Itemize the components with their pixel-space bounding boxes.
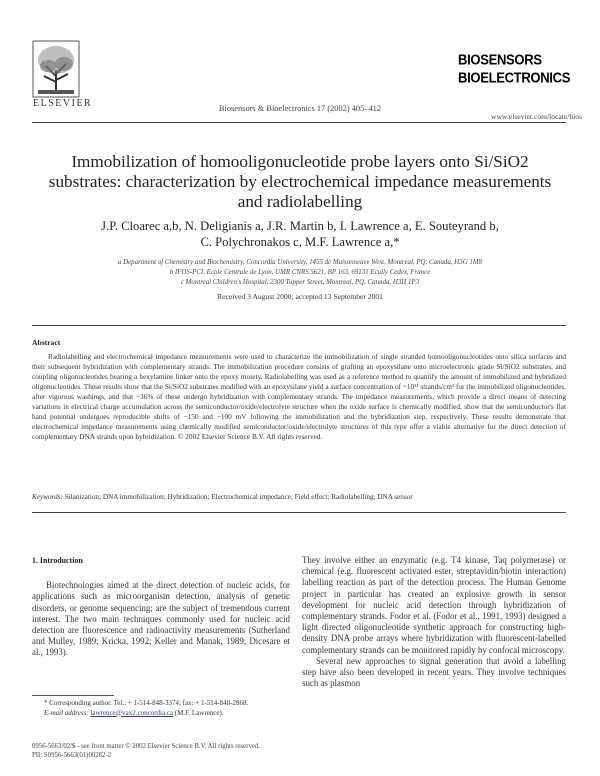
received-dates: Received 3 August 2000; accepted 13 September 2001 [217,292,383,301]
email-label: E-mail address: [44,708,89,717]
affiliation-a: a Department of Chemistry and Biochemistry, Concordia University, 1455 de Maisonneuve West, Montreal, PQ, Canada, H3G 1M8 [117,259,482,266]
affiliation-b: b IFOS-PCI, Ecole Centrale de Lyon, UMR CNRS 5621, BP 163, 69131 Ecully Cedex, France [169,268,431,276]
abstract-heading: Abstract [32,338,61,347]
left-column [32,555,290,659]
footnote-rule [32,695,114,696]
right-column [302,555,566,689]
corresponding-author-note: * Corresponding author. Tel.: + 1-514-848-3374; fax: + 1-514-848-2868. [44,699,249,707]
abstract-top-rule [32,325,566,326]
section-heading-introduction: 1. Introduction [32,556,83,565]
author-list [40,218,560,250]
journal-logo-line1: BIOSENSORS [458,50,542,69]
intro-paragraph-1: Biotechnologies aimed at the direct detection of nucleic acids, for applications such as microorganism detection, analysis of genetic disorders, or genome sequencing; are the subject of tremendous current interest. The two main techniques commonly used for nucleic acid detection are fluorescence and radioactivity measurements (Sutherland and Mulley, 1989; Kricka, 1992; Keller and Manak, 1989; Dicesare et al., 1993). [32,580,290,658]
journal-url[interactable]: www.elsevier.com/locate/bios [490,112,582,121]
elsevier-tree-logo [32,40,80,98]
issn-line: 0956-5663/02/$ - see front matter © 2002 Elsevier Science B.V. All rights reserved. [32,743,260,750]
abstract-bottom-rule [32,512,566,513]
publication-info [32,742,260,761]
keywords-label: Keywords: [32,493,63,501]
pii-line: PII: S0956-5663(01)00282-2 [32,752,112,760]
email-link[interactable]: lawrence@vax2.concordia.ca [90,708,174,717]
footnotes [32,699,290,718]
intro-paragraph-3: Several new approaches to signal generation that avoid a labelling step have also been developed in recent years. They involve techniques such as plasmon [302,655,566,689]
keywords-list: Silanization; DNA immobilization; Hybridization; Electrochemical impedance; Field effect; Radiolabelling; DNA sensor [64,493,413,501]
keywords [32,492,566,502]
journal-reference: Biosensors & Bioelectronics 17 (2002) 405–412 [218,104,382,113]
email-suffix: (M.F. Lawrence). [174,708,224,717]
affiliations [40,258,560,287]
authors-line-1: J.P. Cloarec a,b, N. Deligianis a, J.R. Martin b, I. Lawrence a, E. Souteyrand b, [101,219,499,233]
journal-logo [458,50,571,98]
affiliation-c: c Montreal Children's Hospital, 2300 Tupper Street, Montreal, PQ, Canada, H3H 1P3 [180,278,420,286]
header-rule [32,122,566,123]
article-title: Immobilization of homooligonucleotide probe layers onto Si/SiO2 substrates: characterization by electrochemical impedance measurements and radiolabelling [48,152,552,211]
intro-paragraph-2: They involve either an enzymatic (e.g. T4 kinase, Taq polymerase) or chemical (e.g. fluorescent activated ester, streptavidin/biotin interaction) labelling reaction as part of the detection process. The Human Genome project in particular has created an explosive growth in sensor development for nucleic acid detection through hybridization of complementary strands. Fodor et al. (Fodor et al., 1991, 1993) designed a light directed oligonucleotide synthetic approach for constructing high-density DNA probe arrays where hybridization with fluorescent-labelled complementary strands can be monitored rapidly by confocal microscopy. [302,555,566,655]
abstract-text: Radiolabelling and electrochemical impedance measurements were used to characterize the immobilization of single stranded homooligonucleotides onto silica surfaces and their subsequent hybridization with complementary strands. The immobilization procedure consists of grafting an epoxysilane onto microelectronic grade Si/SiO2 substrates, and coupling oligonucleotides bearing a hexylamine linker onto the epoxy moiety. Radiolabelling was used as a reference method to quantify the amount of immobilized and hybridized oligonucleotides. These results show that the Si/SiO2 substrates modified with an epoxysilane yield a surface concentration of ~10¹¹ strands/cm² for the immobilized oligonucleotides, after vigorous washings, and that ~36% of these undergo hybridization with complementary strands. The impedance measurements, which provide a direct means of detecting variations in electrical charge accumulation across the semiconductor/oxide/electrolyte structure when the oxide surface is chemically modified, show that the semiconductor's flat band potential undergoes reproducible shifts of −150 and −100 mV following the immobilization and the hybridization step, respectively. These results demonstrate that electrochemical impedance measurements using chemically modified semiconductor/oxide/electrolyte structures of this type offer a viable alternative for the direct detection of complementary DNA strands upon hybridization. © 2002 Elsevier Science B.V. All rights reserved. [32,352,566,442]
journal-logo-line2: BIOELECTRONICS [458,68,571,87]
email-note [32,709,290,719]
publisher-name: ELSEVIER [33,98,93,109]
authors-line-2: C. Polychronakos c, M.F. Lawrence a,* [200,235,400,249]
